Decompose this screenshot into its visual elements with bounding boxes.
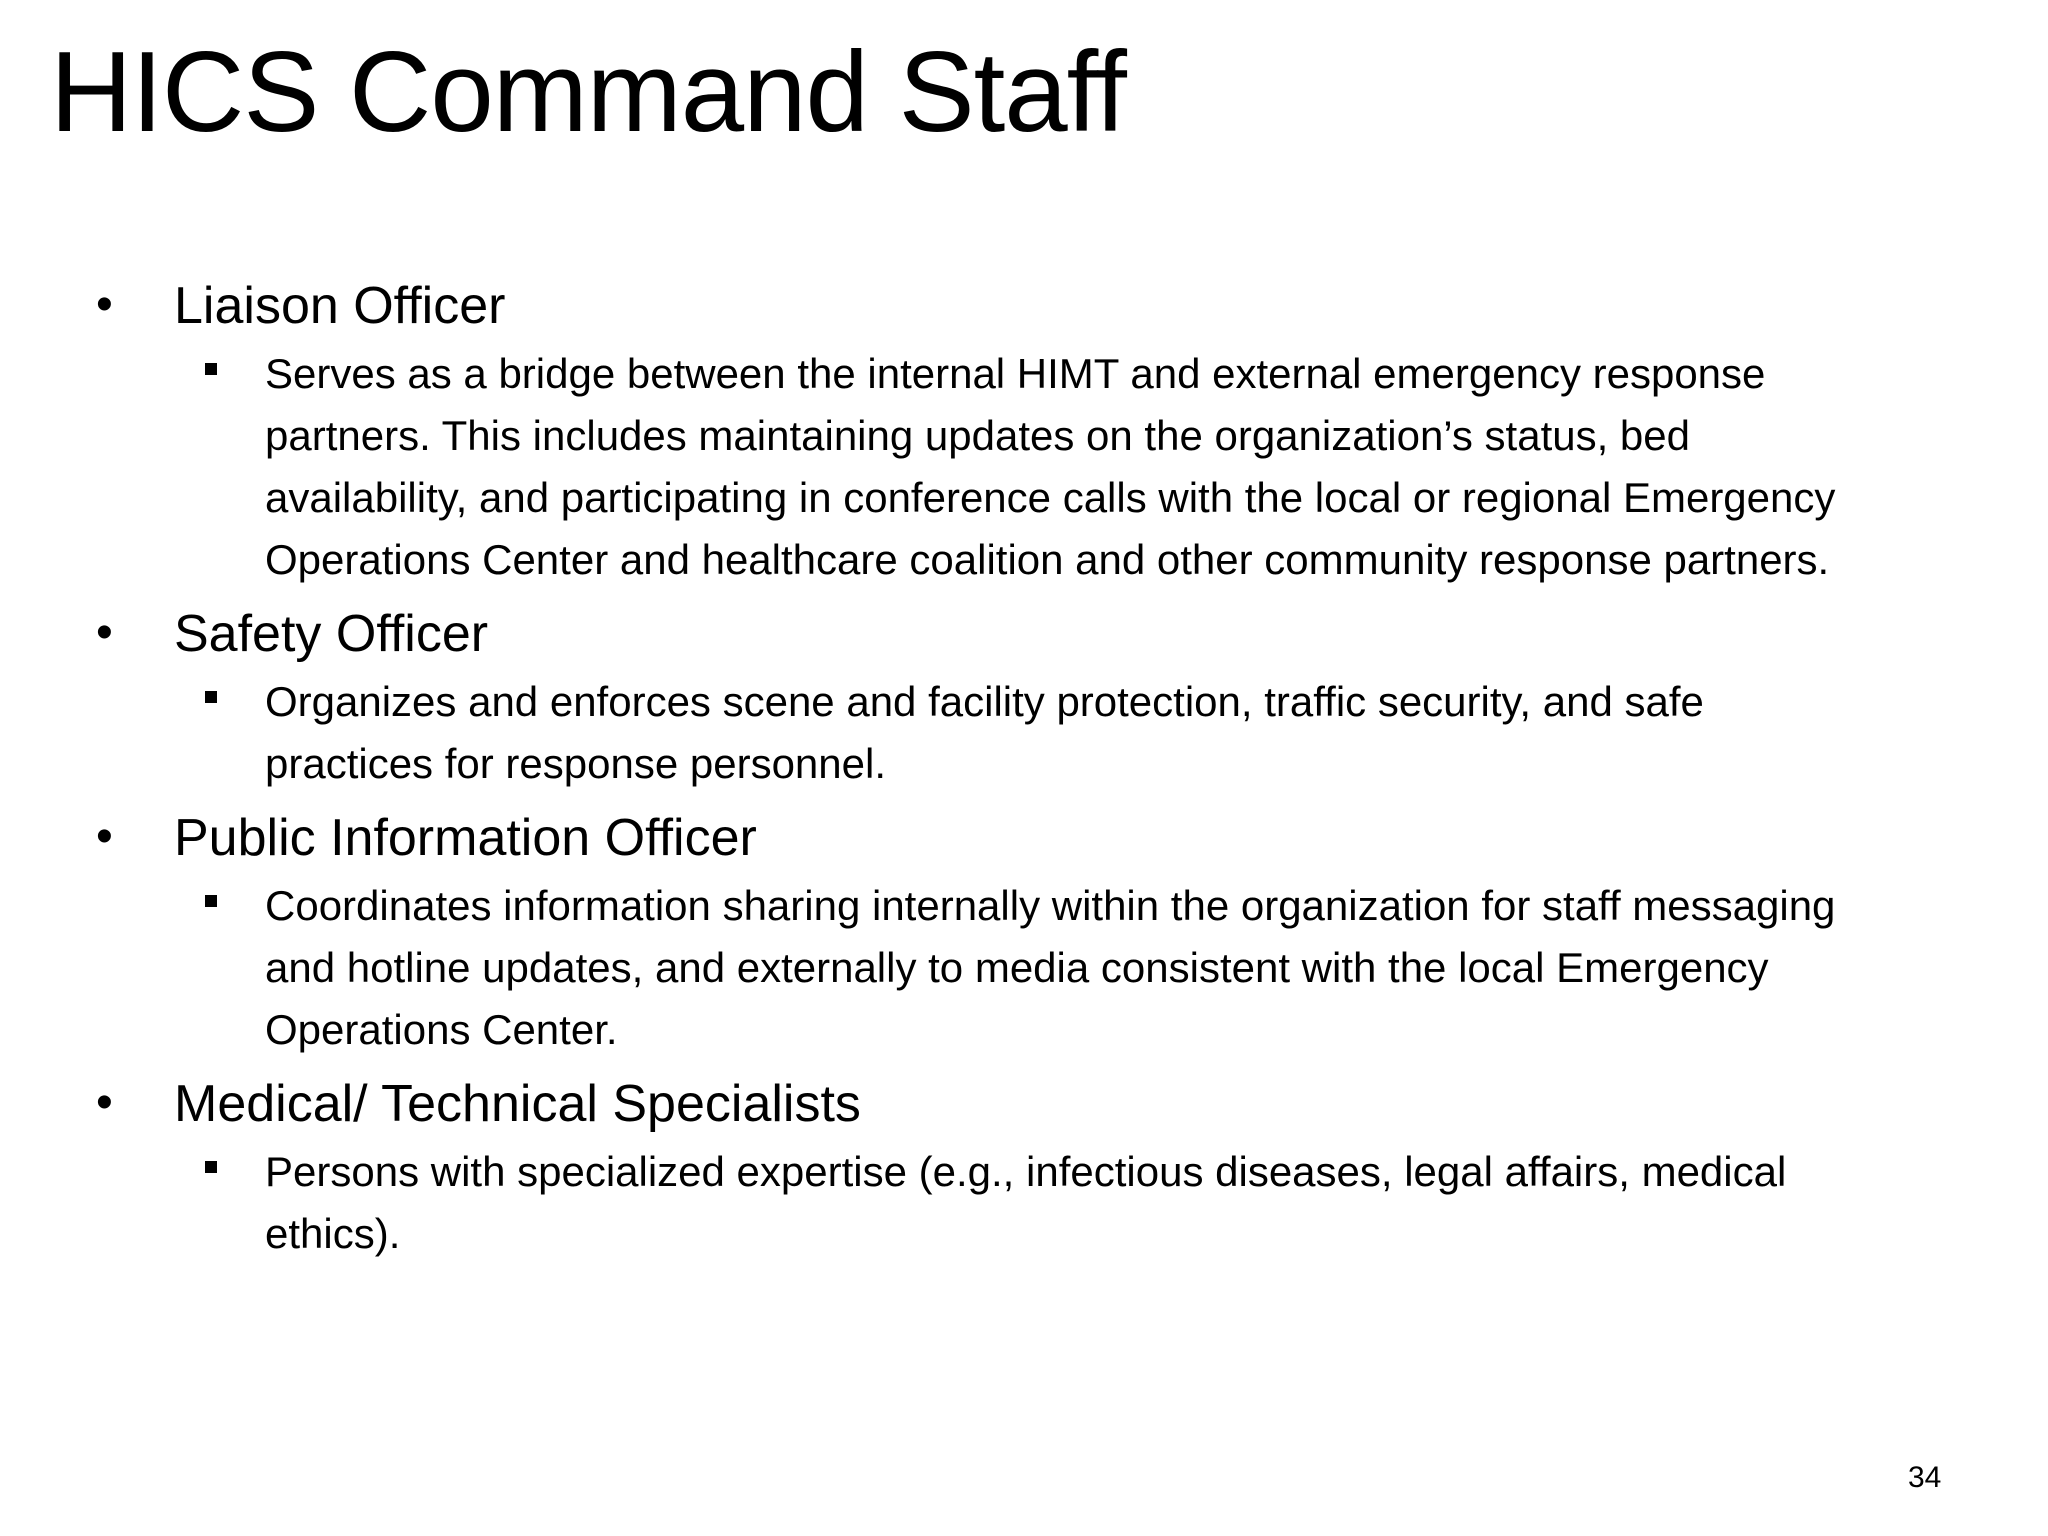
bullet-item [0, 1073, 2048, 1141]
square-bullet-icon [205, 363, 217, 375]
section-liaison-officer [0, 275, 2048, 591]
page-number: 34 [1908, 1461, 1942, 1494]
slide-title: HICS Command Staff [50, 29, 1126, 156]
bullet-item [0, 603, 2048, 671]
bullet-heading: Medical/ Technical Specialists [174, 1075, 861, 1133]
section-safety-officer [0, 603, 2048, 795]
bullet-dot-icon: • [96, 278, 113, 331]
sub-bullet-item [0, 875, 2048, 1061]
bullet-dot-icon: • [96, 606, 113, 659]
square-bullet-icon [205, 895, 217, 907]
sub-bullet-text: Organizes and enforces scene and facility protection, traffic security, and safe practices for response personnel. [265, 678, 1704, 787]
bullet-dot-icon: • [96, 1076, 113, 1129]
sub-bullet-item [0, 1141, 2048, 1265]
bullet-heading: Liaison Officer [174, 277, 506, 335]
bullet-dot-icon: • [96, 810, 113, 863]
section-medical-technical-specialists [0, 1073, 2048, 1265]
sub-bullet-item [0, 671, 2048, 795]
sub-bullet-text: Persons with specialized expertise (e.g., infectious diseases, legal affairs, medical ethics). [265, 1148, 1787, 1257]
section-public-information-officer [0, 807, 2048, 1061]
sub-bullet-text: Serves as a bridge between the internal HIMT and external emergency response partners. This includes maintaining updates on the organization’s status, bed availability, and participating in conference calls with the local or regional Emergency Operations Center and healthcare coalition and other community response partners. [265, 350, 1836, 583]
bullet-list [0, 275, 2048, 1277]
sub-bullet-item [0, 343, 2048, 591]
bullet-heading: Safety Officer [174, 605, 489, 663]
bullet-item [0, 807, 2048, 875]
bullet-heading: Public Information Officer [174, 809, 757, 867]
square-bullet-icon [205, 691, 217, 703]
square-bullet-icon [205, 1161, 217, 1173]
bullet-item [0, 275, 2048, 343]
sub-bullet-text: Coordinates information sharing internally within the organization for staff messaging and hotline updates, and externally to media consistent with the local Emergency Operations Center. [265, 882, 1836, 1053]
